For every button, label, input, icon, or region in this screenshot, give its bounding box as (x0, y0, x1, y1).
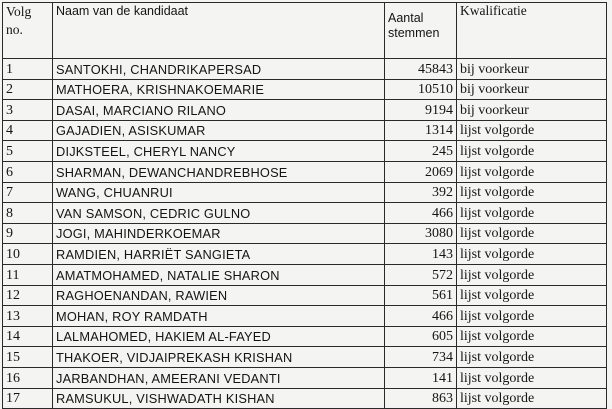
candidate-name: JOGI, MAHINDERKOEMAR (53, 223, 385, 244)
candidate-name: THAKOER, VIDJAIPREKASH KRISHAN (53, 347, 385, 368)
header-number-line2: no. (6, 22, 23, 37)
vote-count: 9194 (385, 100, 457, 121)
table-row (3, 100, 607, 121)
table-row (3, 141, 607, 162)
candidate-name: RAMDIEN, HARRIËT SANGIETA (53, 244, 385, 265)
header-votes-line1: Aantal (388, 11, 424, 25)
vote-count: 466 (385, 306, 457, 327)
vote-count: 605 (385, 326, 457, 347)
qualification: lijst volgorde (457, 161, 607, 182)
row-number: 6 (3, 161, 53, 182)
row-number: 17 (3, 388, 53, 409)
header-qualification: Kwalificatie (457, 3, 607, 59)
qualification: lijst volgorde (457, 141, 607, 162)
row-number: 3 (3, 100, 53, 121)
table-row (3, 306, 607, 327)
qualification: bij voorkeur (457, 59, 607, 80)
row-number: 5 (3, 141, 53, 162)
vote-count: 2069 (385, 161, 457, 182)
row-number: 13 (3, 306, 53, 327)
candidate-name: WANG, CHUANRUI (53, 182, 385, 203)
header-number-line1: Volg (6, 4, 32, 19)
candidate-name: SANTOKHI, CHANDRIKAPERSAD (53, 59, 385, 80)
header-row (3, 3, 607, 59)
table-row (3, 223, 607, 244)
candidate-name: RAMSUKUL, VISHWADATH KISHAN (53, 388, 385, 409)
table-row (3, 59, 607, 80)
qualification: lijst volgorde (457, 326, 607, 347)
table-row (3, 285, 607, 306)
vote-count: 10510 (385, 79, 457, 100)
vote-count: 143 (385, 244, 457, 265)
qualification: lijst volgorde (457, 120, 607, 141)
row-number: 7 (3, 182, 53, 203)
table-row (3, 367, 607, 388)
qualification: lijst volgorde (457, 182, 607, 203)
header-number (3, 3, 53, 59)
table-row (3, 347, 607, 368)
row-number: 15 (3, 347, 53, 368)
vote-count: 1314 (385, 120, 457, 141)
row-number: 10 (3, 244, 53, 265)
table-row (3, 161, 607, 182)
vote-count: 572 (385, 264, 457, 285)
table-row (3, 182, 607, 203)
header-votes (385, 3, 457, 59)
qualification: lijst volgorde (457, 367, 607, 388)
vote-count: 863 (385, 388, 457, 409)
row-number: 11 (3, 264, 53, 285)
candidate-results-table (2, 2, 607, 409)
qualification: bij voorkeur (457, 100, 607, 121)
vote-count: 466 (385, 203, 457, 224)
vote-count: 3080 (385, 223, 457, 244)
qualification: lijst volgorde (457, 347, 607, 368)
row-number: 14 (3, 326, 53, 347)
candidate-name: RAGHOENANDAN, RAWIEN (53, 285, 385, 306)
candidate-name: MOHAN, ROY RAMDATH (53, 306, 385, 327)
header-name: Naam van de kandidaat (53, 3, 385, 59)
header-votes-line2: stemmen (388, 26, 440, 40)
table-row (3, 203, 607, 224)
row-number: 8 (3, 203, 53, 224)
table-row (3, 326, 607, 347)
vote-count: 245 (385, 141, 457, 162)
candidate-name: AMATMOHAMED, NATALIE SHARON (53, 264, 385, 285)
row-number: 16 (3, 367, 53, 388)
row-number: 9 (3, 223, 53, 244)
vote-count: 45843 (385, 59, 457, 80)
row-number: 12 (3, 285, 53, 306)
row-number: 2 (3, 79, 53, 100)
candidate-name: GAJADIEN, ASISKUMAR (53, 120, 385, 141)
row-number: 1 (3, 59, 53, 80)
vote-count: 141 (385, 367, 457, 388)
qualification: lijst volgorde (457, 388, 607, 409)
vote-count: 561 (385, 285, 457, 306)
qualification: lijst volgorde (457, 264, 607, 285)
candidate-name: MATHOERA, KRISHNAKOEMARIE (53, 79, 385, 100)
candidate-name: VAN SAMSON, CEDRIC GULNO (53, 203, 385, 224)
table-row (3, 120, 607, 141)
table-body (3, 59, 607, 409)
qualification: bij voorkeur (457, 79, 607, 100)
row-number: 4 (3, 120, 53, 141)
table-row (3, 79, 607, 100)
table-header (3, 3, 607, 59)
table-row (3, 264, 607, 285)
vote-count: 392 (385, 182, 457, 203)
qualification: lijst volgorde (457, 223, 607, 244)
candidate-name: DIJKSTEEL, CHERYL NANCY (53, 141, 385, 162)
table-row (3, 244, 607, 265)
qualification: lijst volgorde (457, 244, 607, 265)
qualification: lijst volgorde (457, 306, 607, 327)
candidate-name: JARBANDHAN, AMEERANI VEDANTI (53, 367, 385, 388)
vote-count: 734 (385, 347, 457, 368)
qualification: lijst volgorde (457, 285, 607, 306)
candidate-name: LALMAHOMED, HAKIEM AL-FAYED (53, 326, 385, 347)
qualification: lijst volgorde (457, 203, 607, 224)
candidate-name: DASAI, MARCIANO RILANO (53, 100, 385, 121)
candidate-name: SHARMAN, DEWANCHANDREBHOSE (53, 161, 385, 182)
